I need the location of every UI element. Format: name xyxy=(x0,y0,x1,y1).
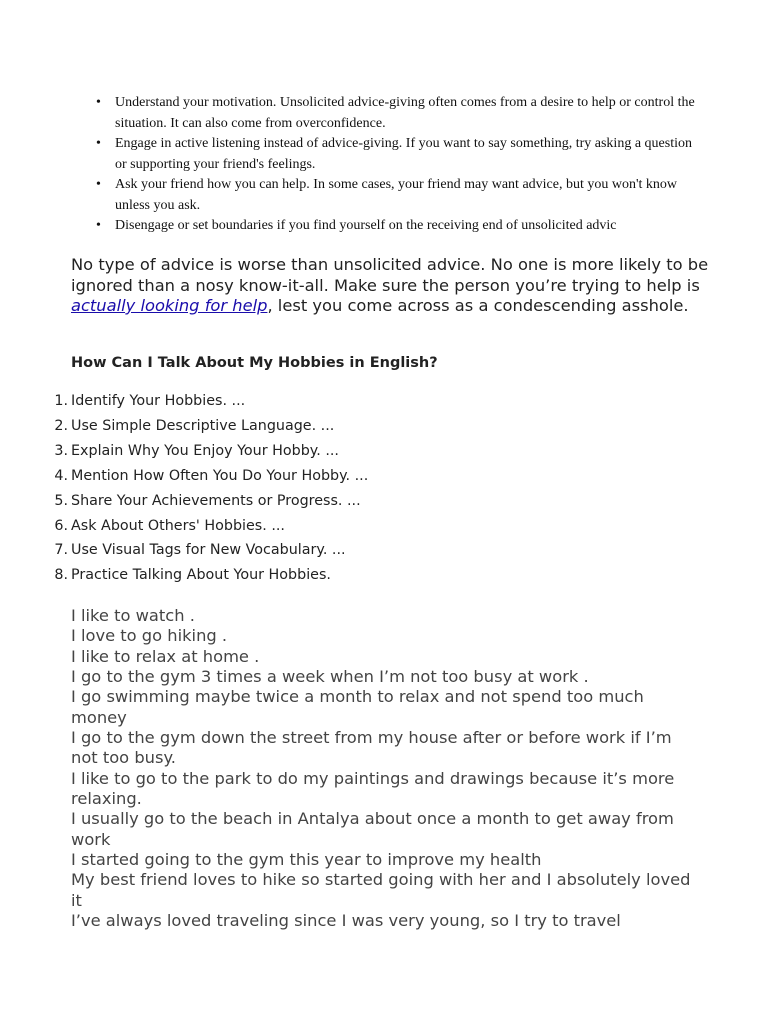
step-text: Use Visual Tags for New Vocabulary. ... xyxy=(71,542,346,559)
example-sentence: I go to the gym down the street from my house after or before work if I’m not too busy. xyxy=(71,728,672,768)
step-number: 4. xyxy=(54,467,68,484)
step-item xyxy=(40,389,700,414)
example-sentence: I started going to the gym this year to improve my health xyxy=(71,850,542,870)
step-number: 1. xyxy=(54,393,68,409)
step-item xyxy=(40,414,700,439)
hobby-example-sentences xyxy=(71,606,696,932)
bullet-text: Ask your friend how you can help. In some cases, your friend may want advice, but you won't know unless you ask. xyxy=(115,177,678,213)
hobby-steps-list xyxy=(40,389,700,588)
step-item xyxy=(40,514,700,539)
paragraph-text-before-link: No type of advice is worse than unsolicited advice. No one is more likely to be ignored than a nosy know-it-all. Make sure the person you’re trying to help is xyxy=(71,255,709,295)
unsolicited-advice-paragraph xyxy=(71,255,711,317)
step-number: 7. xyxy=(54,542,68,559)
step-text: Explain Why You Enjoy Your Hobby. ... xyxy=(71,442,339,459)
bullet-marker: • xyxy=(96,136,101,151)
paragraph-text-after-link: , lest you come across as a condescending asshole. xyxy=(267,296,689,315)
bullet-item xyxy=(96,134,696,175)
step-number: 5. xyxy=(54,492,68,509)
example-sentence: I like to relax at home . xyxy=(71,646,260,666)
bullet-text: Engage in active listening instead of advice-giving. If you want to say something, try asking a question or supporting your friend's feelings. xyxy=(115,136,692,172)
bullet-marker: • xyxy=(96,95,101,110)
advice-bullet-list xyxy=(96,93,696,237)
step-text: Practice Talking About Your Hobbies. xyxy=(71,567,331,584)
step-text: Ask About Others' Hobbies. ... xyxy=(71,517,285,534)
step-item xyxy=(40,538,700,563)
example-sentence: I like to watch . xyxy=(71,606,195,625)
example-sentence: My best friend loves to hike so started going with her and I absolutely loved it xyxy=(71,870,691,910)
bullet-item xyxy=(96,216,696,237)
example-sentence: I love to go hiking . xyxy=(71,626,228,646)
example-sentence: I go to the gym 3 times a week when I’m not too busy at work . xyxy=(71,667,589,687)
step-text: Identify Your Hobbies. ... xyxy=(71,393,246,409)
step-text: Share Your Achievements or Progress. ... xyxy=(71,492,361,509)
step-number: 3. xyxy=(54,442,68,459)
bullet-text: Understand your motivation. Unsolicited advice-giving often comes from a desire to help or control the situation. It can also come from overconfidence. xyxy=(115,95,695,131)
hobbies-heading: How Can I Talk About My Hobbies in English? xyxy=(71,355,438,371)
step-text: Mention How Often You Do Your Hobby. ... xyxy=(71,467,369,484)
bullet-item xyxy=(96,175,696,216)
step-number: 8. xyxy=(54,567,68,584)
bullet-text: Disengage or set boundaries if you find yourself on the receiving end of unsolicited advic xyxy=(115,218,617,233)
example-sentence: I like to go to the park to do my paintings and drawings because it’s more relaxing. xyxy=(71,768,675,809)
bullet-item xyxy=(96,93,696,134)
step-item xyxy=(40,439,700,464)
step-number: 6. xyxy=(54,517,68,534)
step-item xyxy=(40,489,700,514)
actually-looking-for-help-link[interactable]: actually looking for help xyxy=(71,296,268,315)
step-item xyxy=(40,563,700,588)
step-text: Use Simple Descriptive Language. ... xyxy=(71,417,335,434)
example-sentence: I usually go to the beach in Antalya about once a month to get away from work xyxy=(71,809,674,849)
bullet-marker: • xyxy=(96,177,101,192)
step-item xyxy=(40,464,700,489)
bullet-marker: • xyxy=(96,218,101,233)
example-sentence: I go swimming maybe twice a month to relax and not spend too much money xyxy=(71,687,644,727)
step-number: 2. xyxy=(54,417,68,434)
example-sentence: I’ve always loved traveling since I was very young, so I try to travel xyxy=(71,911,621,931)
